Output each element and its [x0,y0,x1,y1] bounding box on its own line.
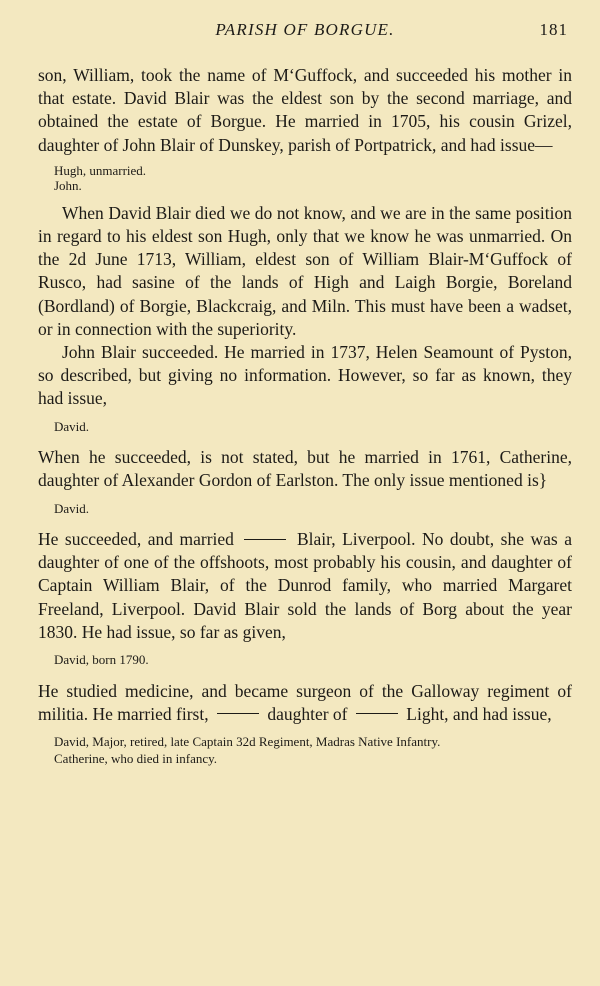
paragraph-5 [38,528,572,644]
paragraph-4: When he succeeded, is not stated, but he married in 1761, Catherine, daughter of Alexander Gordon of Earlston. The only issue mentioned is} [38,447,572,491]
issue-item-6: David, Major, retired, late Captain 32d Regiment, Madras Native Infantry. [54,733,441,749]
issue-item-1: Hugh, unmarried. [54,162,147,178]
issue-item-5: David, born 1790. [54,652,149,668]
blank-dash [244,539,286,540]
paragraph-5-rest: Blair, Liverpool. No doubt, she was a daughter of one of the offshoots, most probably his cousin, and daughter of Captain William Blair, of the Dunrod family, who married Margaret Freeland, Liverpool. David Blair sold the lands of Borg about the year 1830. He had issue, so far as given, [38,529,572,642]
running-title: PARISH OF BORGUE. [215,20,395,39]
paragraph-6 [38,680,572,726]
issue-list-3 [54,501,572,517]
issue-item-7: Catherine, who died in infancy. [54,751,218,767]
issue-item-3: David. [54,418,90,434]
issue-list-1 [54,163,572,194]
issue-list-2 [54,419,572,435]
page-number: 181 [539,20,568,39]
issue-list-4 [54,652,572,668]
paragraph-3: John Blair succeeded. He married in 1737, Helen Seamount of Pyston, so described, but giving no information. However, so far as known, they had issue, [38,342,572,409]
paragraph-2: When David Blair died we do not know, and we are in the same position in regard to his eldest son Hugh, only that we know he was unmarried. On the 2d June 1713, William, eldest son of William Blair-M‘Guffock of Rusco, had sasine of the lands of High and Laigh Borgie, Boreland (Bordland) of Borgie, Blackcraig, and Miln. This must have been a wadset, or in connection with the superiority. [38,202,572,339]
blank-dash [217,713,259,714]
paragraph-6-lead: He studied medicine, and became surgeon of the Galloway regiment of militia. He married first, [38,680,572,724]
body-text [38,64,572,767]
running-head [38,18,572,48]
paragraph-6-rest: Light, and had issue, [406,703,552,724]
issue-item-4: David. [54,500,90,516]
blank-dash [356,713,398,714]
paragraph-1: son, William, took the name of M‘Guffock, and succeeded his mother in that estate. David Blair was the eldest son by the second marriage, and obtained the estate of Borgue. He married in 1705, his cousin Grizel, daughter of John Blair of Dunskey, parish of Portpatrick, and had issue— [38,65,572,155]
issue-item-2: John. [54,178,82,194]
issue-list-5 [54,734,572,767]
paragraph-6-middle: daughter of [267,703,348,724]
paragraph-5-lead: He succeeded, and married [38,529,234,550]
